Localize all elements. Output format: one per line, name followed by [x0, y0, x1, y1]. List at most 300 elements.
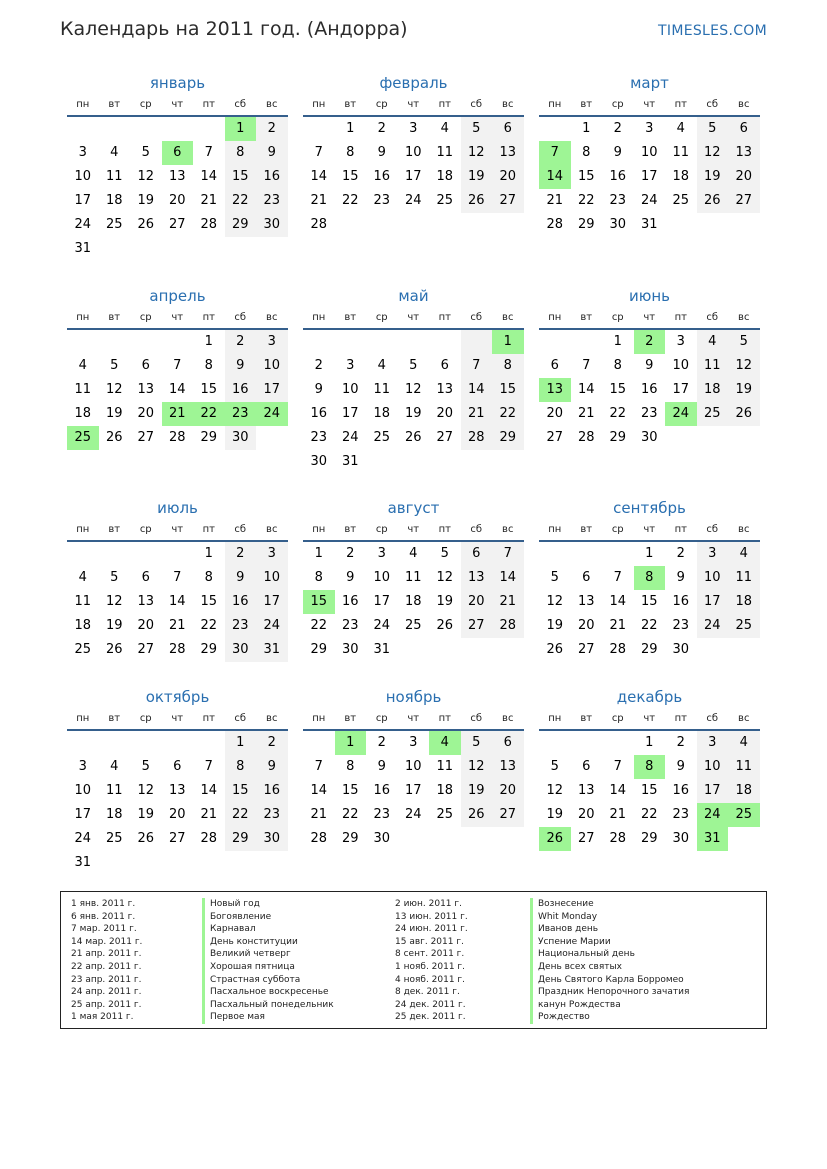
day-cell: 5 [461, 117, 493, 141]
day-cell: 15 [609, 382, 627, 397]
week-row [303, 402, 524, 426]
day-cell: 29 [492, 426, 524, 450]
day-cell: 18 [373, 406, 391, 421]
weekday-label: сб [234, 713, 247, 724]
day-cell: 14 [577, 382, 595, 397]
day-cell: 9 [377, 145, 386, 160]
day-cell: 5 [141, 145, 150, 160]
holiday-date: 23 апр. 2011 г. [71, 974, 142, 985]
holiday-day-cell: 23 [225, 402, 257, 426]
day-cell: 9 [346, 570, 355, 585]
day-cell: 1 [204, 334, 213, 349]
month-name: февраль [379, 74, 448, 92]
day-cell: 24 [256, 614, 288, 638]
weekday-header [303, 711, 524, 727]
day-cell: 17 [672, 382, 690, 397]
day-cell: 12 [546, 783, 564, 798]
day-cell: 3 [697, 542, 729, 566]
week-row [67, 402, 288, 426]
day-cell: 25 [672, 193, 690, 208]
day-cell: 6 [550, 358, 559, 373]
day-cell: 29 [200, 430, 218, 445]
day-cell: 10 [256, 566, 288, 590]
day-cell: 27 [546, 430, 564, 445]
month-1 [67, 73, 288, 261]
weekday-label: пт [202, 713, 215, 724]
weekday-label: вс [738, 312, 750, 323]
day-cell: 19 [436, 594, 454, 609]
day-cell: 4 [728, 542, 760, 566]
empty-cell [256, 851, 288, 875]
day-cell: 24 [74, 217, 92, 232]
day-cell: 13 [577, 594, 595, 609]
day-cell: 26 [105, 642, 123, 657]
weekday-label: пт [202, 524, 215, 535]
day-cell: 21 [461, 402, 493, 426]
day-cell: 16 [341, 594, 359, 609]
day-cell: 20 [546, 406, 564, 421]
day-cell: 19 [546, 807, 564, 822]
day-cell: 8 [204, 570, 213, 585]
day-cell: 23 [640, 406, 658, 421]
holiday-date: 8 дек. 2011 г. [395, 987, 460, 998]
empty-cell [728, 213, 760, 237]
weekday-label: вс [738, 524, 750, 535]
day-cell: 7 [613, 570, 622, 585]
day-cell: 9 [256, 755, 288, 779]
holiday-name: Пасхальный понедельник [202, 999, 334, 1012]
weekday-label: вт [344, 312, 357, 323]
day-cell: 25 [105, 217, 123, 232]
day-cell: 18 [105, 193, 123, 208]
day-cell: 19 [137, 807, 155, 822]
week-row [303, 590, 524, 614]
day-cell: 9 [613, 145, 622, 160]
day-cell: 5 [728, 330, 760, 354]
day-cell: 18 [436, 169, 454, 184]
empty-cell [429, 827, 461, 851]
day-cell: 26 [105, 430, 123, 445]
holiday-date: 13 июн. 2011 г. [395, 911, 468, 922]
holiday-name: Карнавал [202, 923, 334, 936]
week-row [539, 614, 760, 638]
day-cell: 4 [110, 145, 119, 160]
empty-cell [335, 213, 367, 237]
weekday-label: вс [738, 713, 750, 724]
day-cell: 12 [697, 141, 729, 165]
day-cell: 11 [404, 570, 422, 585]
day-cell: 20 [137, 406, 155, 421]
empty-cell [335, 330, 367, 354]
day-cell: 2 [676, 735, 685, 750]
weekday-label: вс [738, 99, 750, 110]
day-cell: 14 [168, 594, 186, 609]
week-row [67, 755, 288, 779]
weekday-label: пн [548, 312, 562, 323]
weekday-header [67, 711, 288, 727]
empty-cell [303, 330, 335, 354]
weekday-label: чт [407, 99, 420, 110]
day-cell: 24 [404, 807, 422, 822]
week-row [67, 378, 288, 402]
holiday-date: 14 мар. 2011 г. [71, 936, 143, 947]
day-cell: 26 [461, 189, 493, 213]
empty-cell [99, 117, 131, 141]
weekday-label: вт [108, 312, 121, 323]
holiday-date: 6 янв. 2011 г. [71, 911, 136, 922]
day-cell: 27 [492, 189, 524, 213]
day-cell: 20 [436, 406, 454, 421]
day-cell: 19 [105, 618, 123, 633]
empty-cell [492, 450, 524, 474]
day-cell: 6 [440, 358, 449, 373]
day-cell: 28 [200, 831, 218, 846]
empty-cell [225, 851, 257, 875]
day-cell: 27 [137, 642, 155, 657]
month-name: август [387, 499, 440, 517]
day-cell: 9 [256, 141, 288, 165]
holiday-name: Национальный день [530, 948, 689, 961]
week-row [67, 141, 288, 165]
day-cell: 21 [200, 193, 218, 208]
day-cell: 4 [728, 731, 760, 755]
day-cell: 17 [74, 193, 92, 208]
day-cell: 16 [256, 779, 288, 803]
holiday-name: канун Рождества [530, 999, 689, 1012]
day-cell: 28 [609, 831, 627, 846]
day-cell: 29 [341, 831, 359, 846]
holiday-name: Великий четверг [202, 948, 334, 961]
week-row [539, 803, 760, 827]
week-row [303, 566, 524, 590]
day-cell: 12 [105, 382, 123, 397]
holiday-day-cell: 13 [539, 378, 571, 402]
day-cell: 16 [640, 382, 658, 397]
day-cell: 10 [404, 759, 422, 774]
day-cell: 9 [225, 566, 257, 590]
day-cell: 20 [137, 618, 155, 633]
day-cell: 7 [582, 358, 591, 373]
day-cell: 9 [676, 759, 685, 774]
empty-cell [461, 330, 493, 354]
holiday-date: 8 сент. 2011 г. [395, 949, 465, 960]
weekday-label: пт [438, 524, 451, 535]
day-cell: 21 [577, 406, 595, 421]
day-cell: 15 [225, 779, 257, 803]
weekday-label: пн [76, 312, 90, 323]
day-cell: 23 [256, 803, 288, 827]
day-cell: 26 [137, 217, 155, 232]
empty-cell [429, 213, 461, 237]
day-cell: 4 [110, 759, 119, 774]
day-cell: 11 [105, 783, 123, 798]
day-cell: 3 [346, 358, 355, 373]
holiday-name: Богоявление [202, 911, 334, 924]
weekday-label: пн [312, 99, 326, 110]
weekday-label: вс [266, 524, 278, 535]
week-row [67, 803, 288, 827]
weekday-label: пн [76, 524, 90, 535]
empty-cell [697, 213, 729, 237]
day-cell: 13 [728, 141, 760, 165]
day-cell: 1 [645, 546, 654, 561]
day-cell: 4 [78, 570, 87, 585]
month-2 [303, 73, 524, 237]
day-cell: 20 [168, 193, 186, 208]
holiday-name: День всех святых [530, 961, 689, 974]
day-cell: 29 [640, 642, 658, 657]
day-cell: 26 [728, 402, 760, 426]
day-cell: 6 [141, 570, 150, 585]
day-cell: 23 [225, 614, 257, 638]
holiday-date: 1 мая 2011 г. [71, 1012, 134, 1023]
day-cell: 18 [74, 618, 92, 633]
day-cell: 3 [409, 121, 418, 136]
month-name: декабрь [616, 688, 683, 706]
weekday-label: пт [202, 99, 215, 110]
week-row [539, 638, 760, 662]
week-row [539, 378, 760, 402]
day-cell: 13 [577, 783, 595, 798]
holiday-name: Праздник Непорочного зачатия [530, 986, 689, 999]
day-cell: 17 [373, 594, 391, 609]
month-7 [67, 498, 288, 662]
day-cell: 8 [346, 145, 355, 160]
day-cell: 31 [74, 855, 92, 870]
day-cell: 16 [225, 378, 257, 402]
month-8 [303, 498, 524, 662]
day-cell: 20 [492, 779, 524, 803]
day-cell: 2 [225, 542, 257, 566]
empty-cell [99, 731, 131, 755]
day-cell: 7 [173, 570, 182, 585]
empty-cell [429, 330, 461, 354]
day-cell: 16 [373, 169, 391, 184]
day-cell: 27 [728, 189, 760, 213]
holiday-day-cell: 25 [728, 803, 760, 827]
weekday-label: сб [706, 99, 719, 110]
empty-cell [398, 827, 430, 851]
day-cell: 9 [225, 354, 257, 378]
week-row [539, 213, 760, 237]
empty-cell [398, 213, 430, 237]
holiday-date: 2 июн. 2011 г. [395, 899, 462, 909]
day-cell: 22 [640, 807, 658, 822]
day-cell: 23 [341, 618, 359, 633]
week-row [67, 117, 288, 141]
holiday-day-cell: 1 [225, 117, 257, 141]
empty-cell [539, 330, 571, 354]
weekday-label: вс [502, 99, 514, 110]
day-cell: 15 [640, 594, 658, 609]
empty-cell [461, 827, 493, 851]
empty-cell [193, 237, 225, 261]
weekday-label: чт [643, 713, 656, 724]
day-cell: 2 [314, 358, 323, 373]
holiday-name: Рождество [530, 1011, 689, 1024]
empty-cell [193, 117, 225, 141]
empty-cell [539, 542, 571, 566]
empty-cell [193, 851, 225, 875]
day-cell: 18 [436, 783, 454, 798]
weekday-label: чт [643, 524, 656, 535]
day-cell: 20 [577, 807, 595, 822]
weekday-label: чт [171, 713, 184, 724]
empty-cell [67, 117, 99, 141]
day-cell: 28 [200, 217, 218, 232]
day-cell: 4 [377, 358, 386, 373]
brand-logo[interactable]: TIMESLES.COM [658, 23, 767, 39]
weekday-label: чт [643, 99, 656, 110]
day-cell: 27 [577, 831, 595, 846]
empty-cell [366, 450, 398, 474]
month-name: октябрь [145, 688, 210, 706]
day-cell: 25 [436, 807, 454, 822]
day-cell: 28 [168, 430, 186, 445]
day-cell: 20 [168, 807, 186, 822]
day-cell: 11 [105, 169, 123, 184]
holiday-day-cell: 31 [697, 827, 729, 851]
day-cell: 3 [78, 759, 87, 774]
day-cell: 14 [310, 783, 328, 798]
day-cell: 28 [546, 217, 564, 232]
holiday-day-cell: 7 [539, 141, 571, 165]
day-cell: 18 [105, 807, 123, 822]
day-cell: 22 [577, 193, 595, 208]
weekday-label: сб [234, 524, 247, 535]
day-cell: 23 [672, 618, 690, 633]
weekday-label: вт [580, 713, 593, 724]
weekday-label: вс [502, 312, 514, 323]
day-cell: 1 [346, 121, 355, 136]
day-cell: 13 [137, 382, 155, 397]
empty-cell [665, 213, 697, 237]
week-row [539, 189, 760, 213]
day-cell: 16 [256, 165, 288, 189]
week-row [303, 755, 524, 779]
month-12 [539, 687, 760, 851]
week-row [539, 755, 760, 779]
holiday-day-cell: 1 [492, 330, 524, 354]
day-cell: 28 [310, 217, 328, 232]
empty-cell [697, 426, 729, 450]
weekday-label: вт [580, 99, 593, 110]
day-cell: 21 [200, 807, 218, 822]
week-row [303, 165, 524, 189]
day-cell: 1 [314, 546, 323, 561]
empty-cell [99, 330, 131, 354]
day-cell: 22 [609, 406, 627, 421]
day-cell: 31 [74, 241, 92, 256]
day-cell: 16 [672, 594, 690, 609]
holiday-day-cell: 8 [634, 566, 666, 590]
weekday-label: сб [470, 713, 483, 724]
day-cell: 26 [461, 803, 493, 827]
day-cell: 21 [168, 618, 186, 633]
empty-cell [256, 237, 288, 261]
day-cell: 17 [341, 406, 359, 421]
day-cell: 8 [225, 141, 257, 165]
month-9 [539, 498, 760, 662]
day-cell: 30 [256, 213, 288, 237]
day-cell: 17 [74, 807, 92, 822]
day-cell: 21 [310, 193, 328, 208]
weekday-label: ср [375, 312, 388, 323]
holiday-name: Страстная суббота [202, 974, 334, 987]
day-cell: 27 [436, 430, 454, 445]
week-row [539, 566, 760, 590]
holiday-date: 7 мар. 2011 г. [71, 924, 137, 935]
day-cell: 10 [74, 783, 92, 798]
day-cell: 3 [409, 735, 418, 750]
day-cell: 8 [204, 358, 213, 373]
day-cell: 3 [697, 731, 729, 755]
day-cell: 28 [492, 614, 524, 638]
day-cell: 22 [225, 189, 257, 213]
empty-cell [571, 330, 603, 354]
weekday-label: ср [611, 524, 624, 535]
day-cell: 10 [373, 570, 391, 585]
week-row [67, 330, 288, 354]
day-cell: 2 [377, 121, 386, 136]
weekday-label: вт [108, 99, 121, 110]
weekday-label: пн [76, 713, 90, 724]
week-row [539, 117, 760, 141]
day-cell: 6 [461, 542, 493, 566]
day-cell: 17 [256, 590, 288, 614]
day-cell: 7 [314, 145, 323, 160]
day-cell: 19 [404, 406, 422, 421]
day-cell: 12 [404, 382, 422, 397]
empty-cell [99, 851, 131, 875]
day-cell: 7 [173, 358, 182, 373]
day-cell: 29 [225, 213, 257, 237]
day-cell: 21 [546, 193, 564, 208]
weekday-label: вт [344, 524, 357, 535]
holiday-day-cell: 26 [539, 827, 571, 851]
day-cell: 18 [728, 779, 760, 803]
weekday-label: сб [470, 99, 483, 110]
holiday-date: 24 апр. 2011 г. [71, 987, 142, 998]
day-cell: 23 [373, 193, 391, 208]
day-cell: 28 [310, 831, 328, 846]
week-row [67, 165, 288, 189]
day-cell: 29 [310, 642, 328, 657]
day-cell: 19 [546, 618, 564, 633]
day-cell: 25 [105, 831, 123, 846]
day-cell: 15 [577, 169, 595, 184]
weekday-label: ср [139, 524, 152, 535]
day-cell: 2 [346, 546, 355, 561]
weekday-label: пн [312, 524, 326, 535]
day-cell: 22 [341, 807, 359, 822]
weekday-label: сб [706, 713, 719, 724]
day-cell: 11 [697, 354, 729, 378]
weekday-label: вт [344, 713, 357, 724]
day-cell: 16 [672, 783, 690, 798]
day-cell: 4 [697, 330, 729, 354]
day-cell: 4 [676, 121, 685, 136]
weekday-header [303, 310, 524, 326]
holiday-day-cell: 25 [67, 426, 99, 450]
week-row [67, 614, 288, 638]
day-cell: 6 [141, 358, 150, 373]
empty-cell [602, 731, 634, 755]
day-cell: 30 [225, 638, 257, 662]
holiday-day-cell: 6 [162, 141, 194, 165]
day-cell: 15 [640, 783, 658, 798]
day-cell: 29 [577, 217, 595, 232]
